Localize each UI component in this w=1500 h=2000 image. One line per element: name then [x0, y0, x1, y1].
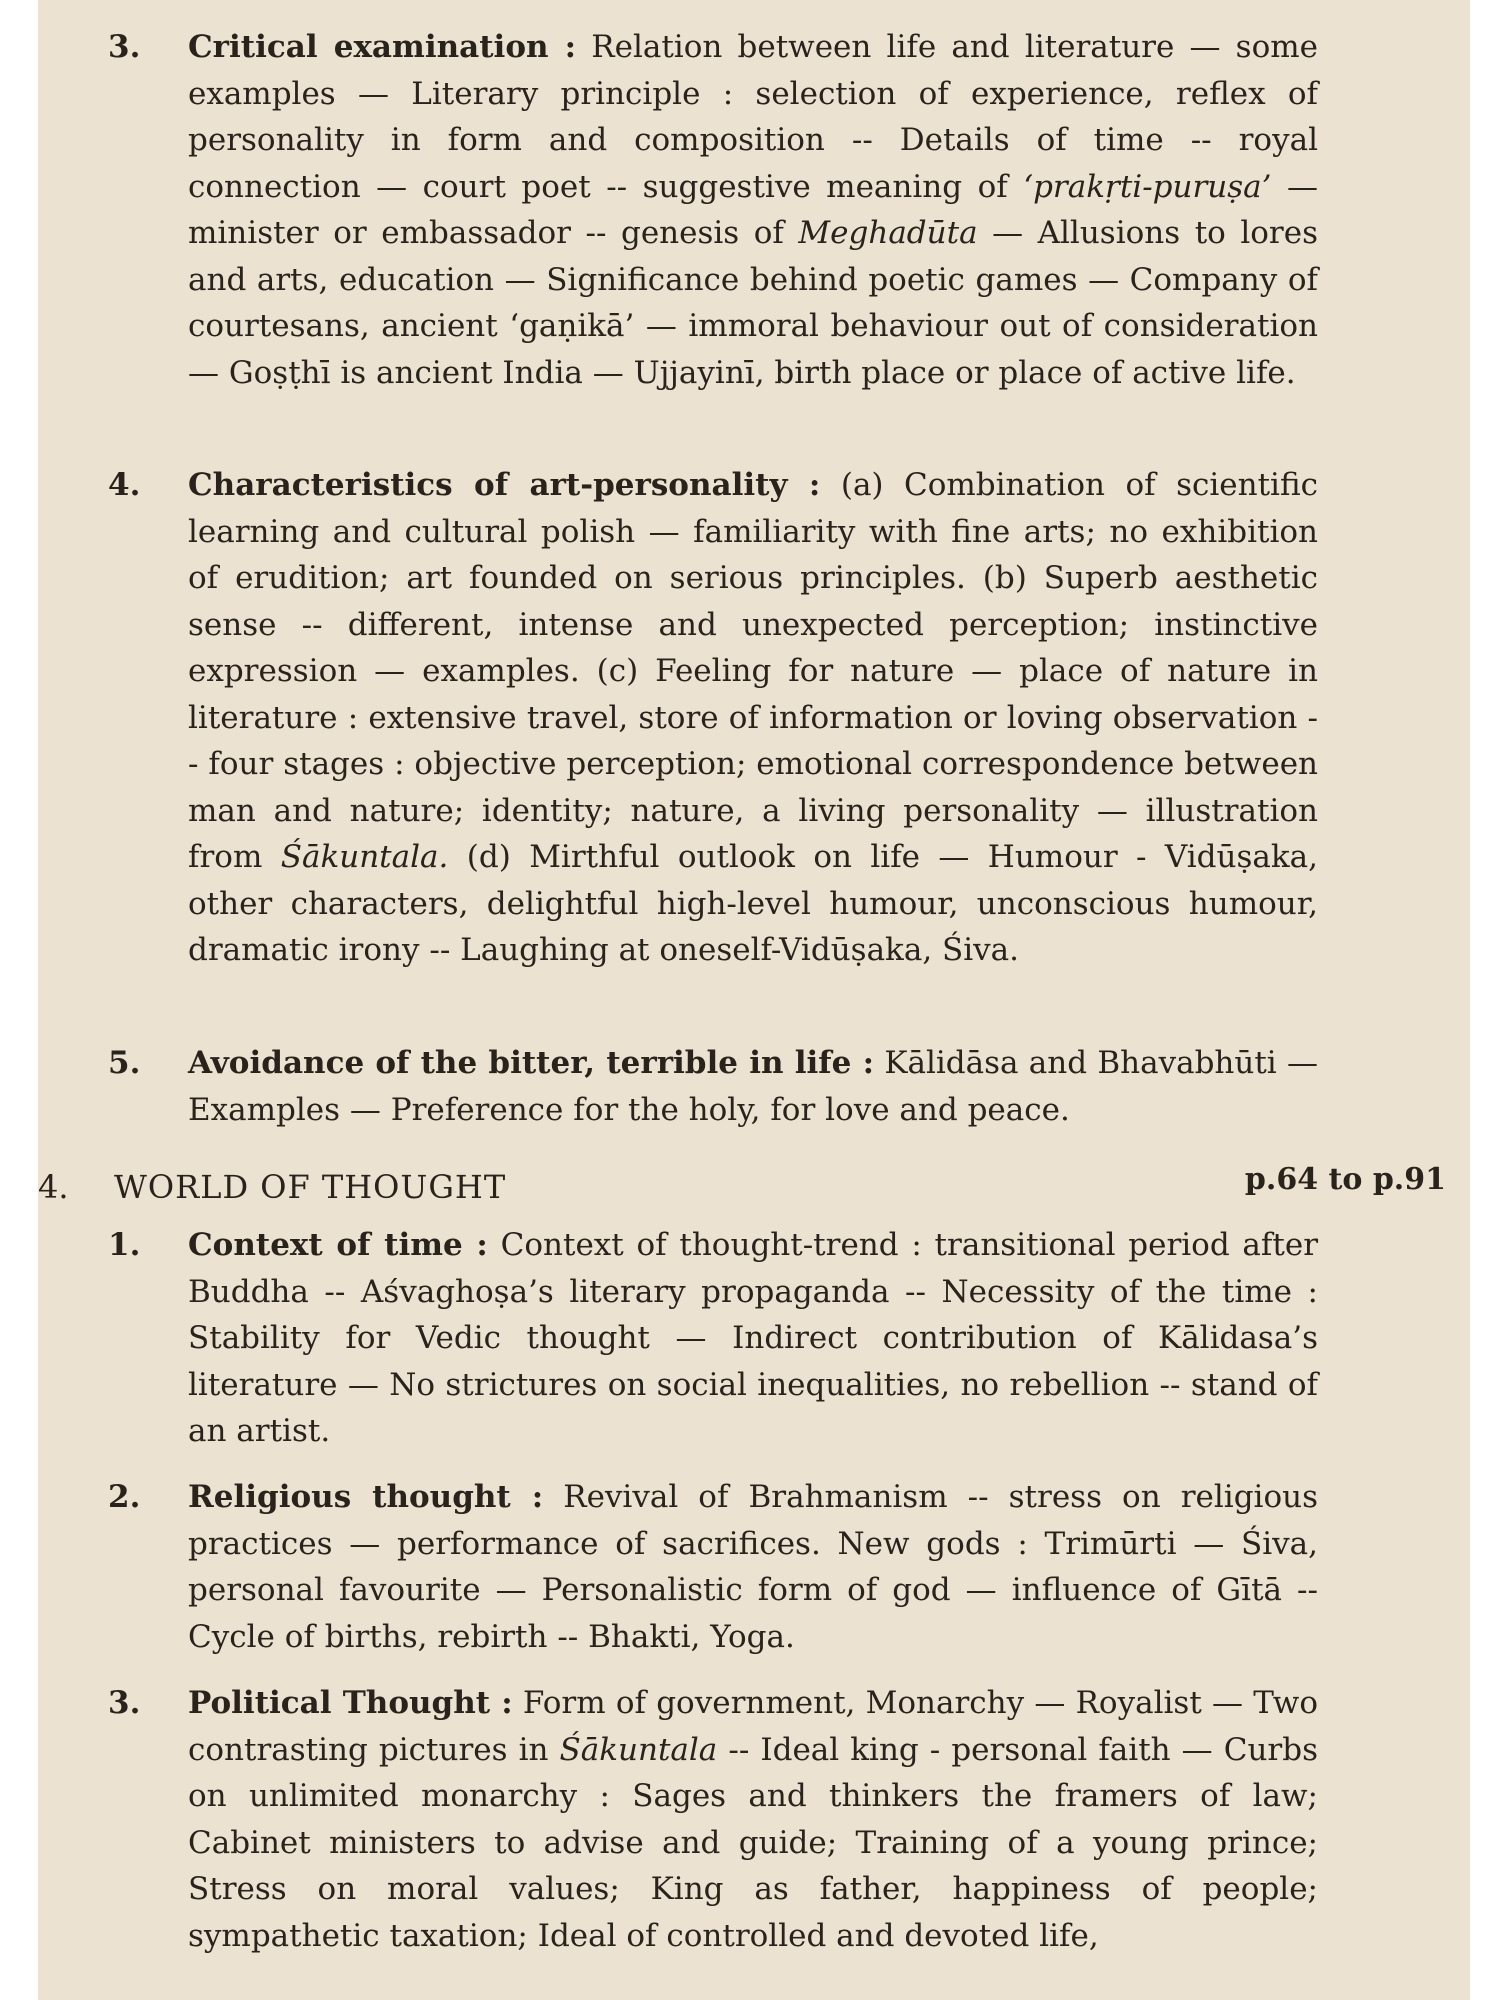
item-heading: Characteristics of art-personality : [188, 467, 821, 503]
item-heading: Critical examination : [188, 29, 577, 65]
section-title: WORLD OF THOUGHT [114, 1168, 507, 1206]
list-item [108, 24, 1318, 396]
item-text: -- Ideal king - personal faith — Curbs on unlimited monarchy : Sages and thinkers the framers of law; Cabinet ministers to advise and guide; Training of a young prince; Stress on moral values; King as father, happiness of people; sympathetic taxation; Ideal of controlled and devoted life, [188, 1731, 1318, 1954]
item-body [188, 462, 1318, 974]
section-number: 4. [38, 1168, 69, 1206]
item-number: 5. [108, 1045, 141, 1081]
item-heading: Religious thought : [188, 1479, 544, 1515]
item-number: 1. [108, 1227, 141, 1263]
item-text: — minister or embassador -- genesis of [188, 168, 1319, 251]
item-text: Context of thought-trend : transitional period after Buddha -- Aśvaghoṣa’s literary propaganda -- Necessity of the time : Stability for Vedic thought — Indirect contribution of Kālidasa’s literature — No strictures on social inequalities, no rebellion -- stand of an artist. [188, 1227, 1319, 1449]
list-item [108, 1222, 1318, 1455]
item-heading: Avoidance of the bitter, terrible in life : [188, 1045, 875, 1081]
item-text: Relation between life and literature — some examples — Literary principle : selection of experience, reflex of personality in form and composition -- Details of time -- royal connection — court poet -- suggestive meaning of [188, 29, 1318, 205]
item-body [188, 1680, 1318, 1959]
item-number: 4. [108, 467, 141, 503]
item-text: Form of government, Monarchy — Royalist — Two contrasting pictures in [188, 1685, 1318, 1768]
list-item [108, 1040, 1318, 1133]
item-number: 3. [108, 29, 141, 65]
document-page [38, 0, 1470, 2000]
item-number: 2. [108, 1479, 141, 1515]
item-text: Revival of Brahmanism -- stress on religious practices — performance of sacrifices. New gods : Trimūrti — Śiva, personal favourite — Personalistic form of god — influence of Gītā -- Cycle of births, rebirth -- Bhakti, Yoga. [188, 1479, 1318, 1655]
item-heading: Political Thought : [188, 1685, 513, 1721]
item-text: Kālidāsa and Bhavabhūti — Examples — Preference for the holy, for love and peace. [188, 1045, 1319, 1128]
item-emphasis: Śākuntala [559, 1731, 718, 1768]
item-emphasis: ‘prakṛti-puruṣa’ [1023, 168, 1272, 205]
item-body [188, 1040, 1318, 1133]
list-item [108, 1680, 1318, 1959]
item-emphasis: Śākuntala. [280, 839, 449, 875]
item-body [188, 24, 1318, 396]
section-page-range: p.64 to p.91 [1244, 1162, 1446, 1197]
item-text: (a) Combination of scientific learning and cultural polish — familiarity with fine arts; no exhibition of erudition; art founded on serious principles. (b) Superb aesthetic sense -- different, intense and unexpected perception; instinctive expression — examples. (c) Feeling for nature — place of nature in literature : extensive travel, store of information or loving observation -- four stages : objective perception; emotional correspondence between man and nature; identity; nature, a living personality — illustration from [188, 467, 1319, 875]
item-number: 3. [108, 1685, 141, 1721]
list-item [108, 462, 1318, 974]
item-emphasis: Meghadūta [798, 215, 978, 251]
item-text: — Allusions to lores and arts, education — Significance behind poetic games — Company of courtesans, ancient ‘gaṇikā’ — immoral behaviour out of consideration — Goṣṭhī is ancient India — Ujjayinī, birth place or place of active life. [188, 215, 1319, 391]
item-body [188, 1474, 1318, 1660]
list-item [108, 1474, 1318, 1660]
item-body [188, 1222, 1318, 1455]
item-text: (d) Mirthful outlook on life — Humour - Vidūṣaka, other characters, delightful high-level humour, unconscious humour, dramatic irony -- Laughing at oneself-Vidūṣaka, Śiva. [188, 839, 1318, 968]
item-heading: Context of time : [188, 1227, 488, 1263]
